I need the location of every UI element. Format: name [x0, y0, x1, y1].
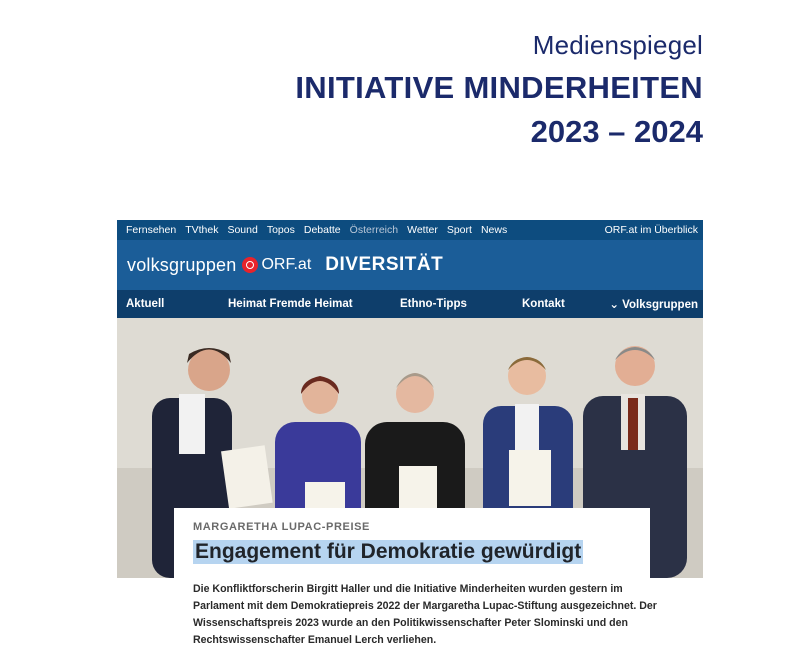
cover-kicker: Medienspiegel [532, 30, 703, 60]
cover-title: INITIATIVE MINDERHEITEN [295, 70, 703, 105]
main-nav-aktuell[interactable]: Aktuell [126, 298, 165, 310]
brand-orf[interactable]: ORF.at [261, 256, 312, 273]
brand-volksgruppen[interactable]: volksgruppen [127, 254, 237, 275]
main-nav-kontakt[interactable]: Kontakt [522, 298, 565, 310]
main-nav-heimat[interactable]: Heimat Fremde Heimat [228, 298, 353, 310]
orf-logo-icon [242, 257, 258, 273]
top-nav-overview[interactable]: ORF.at im Überblick [604, 224, 698, 236]
top-nav-fernsehen[interactable]: Fernsehen [126, 224, 177, 236]
article-body-line: Wissenschaftspreis 2023 wurde an den Politikwissenschafter Peter Slominski und den [193, 617, 628, 629]
news-clipping [117, 220, 703, 650]
cover-years: 2023 – 2024 [530, 114, 703, 149]
article-kicker: MARGARETHA LUPAC-PREISE [193, 521, 370, 533]
top-nav-sport[interactable]: Sport [446, 224, 472, 236]
article-body-line: Die Konfliktforscherin Birgitt Haller und die Initiative Minderheiten wurden gestern im [193, 583, 623, 595]
article-body-line: Parlament mit dem Demokratiepreis 2022 der Margaretha Lupac-Stiftung ausgezeichnet. Der [193, 600, 657, 612]
article-headline[interactable]: Engagement für Demokratie gewürdigt [195, 540, 582, 563]
top-nav-tvthek[interactable]: TVthek [185, 224, 219, 236]
article-card [174, 508, 657, 650]
brand-bar [117, 240, 703, 290]
brand-section[interactable]: DIVERSITÄT [325, 254, 444, 275]
top-nav-wetter[interactable]: Wetter [407, 224, 438, 236]
top-nav-oesterreich[interactable]: Österreich [349, 224, 399, 236]
orf-top-nav [117, 220, 703, 240]
chevron-down-icon: ⌄ [609, 299, 623, 311]
main-nav [117, 290, 703, 318]
article-body [193, 581, 657, 649]
top-nav-news[interactable]: News [480, 224, 508, 236]
article-body-line: Rechtswissenschafter Emanuel Lerch verliehen. [193, 634, 437, 646]
top-nav-sound[interactable]: Sound [227, 224, 258, 236]
main-nav-ethno-tipps[interactable]: Ethno-Tipps [400, 298, 467, 310]
top-nav-debatte[interactable]: Debatte [303, 224, 341, 236]
top-nav-topos[interactable]: Topos [266, 224, 295, 236]
main-nav-volksgruppen[interactable]: ⌄ Volksgruppen [609, 299, 698, 311]
